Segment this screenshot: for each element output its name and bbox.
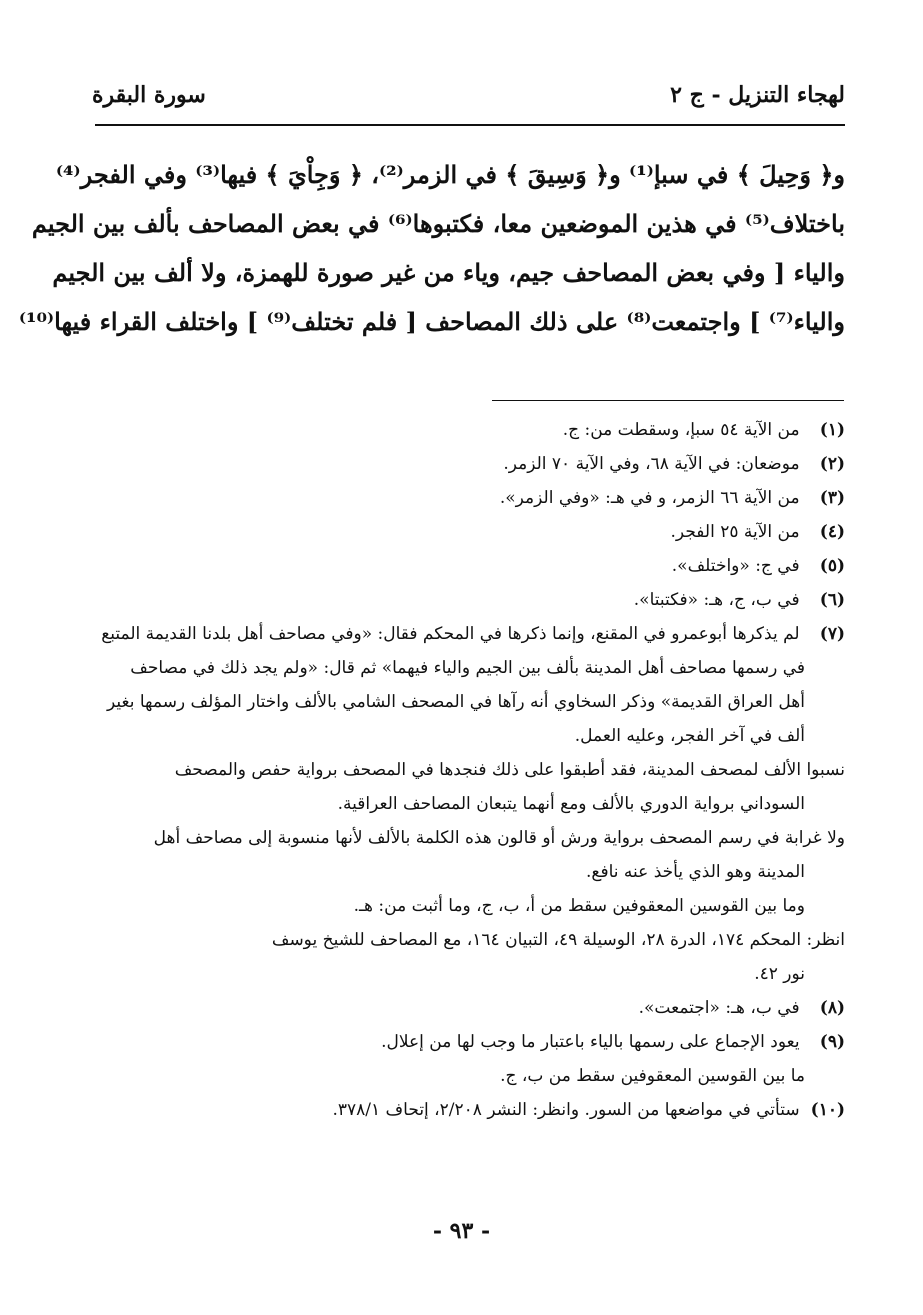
running-title-surah: سورة البقرة [92,82,206,108]
footnote-text: في ب، ج، هـ: «فكتبتا». [633,590,800,610]
footnote-paragraph: نور ٤٢. [754,964,805,984]
main-text-line: باختلاف⁽⁵⁾ في هذين الموضعين معا، فكتبوها⁽⁶⁾ في بعض المصاحف بألف بين الجيم [31,209,845,238]
footnote-number: (١) [819,420,845,440]
footnote-paragraph: ولا غرابة في رسم المصحف برواية ورش أو قالون هذه الكلمة بالألف لأنها منسوبة إلى مصاحف أهل [153,828,845,848]
footnote [80,1093,845,1127]
footnote [80,991,845,1025]
footnote [80,583,845,617]
main-text [18,150,845,346]
footnote-continuation: أهل العراق القديمة» وذكر السخاوي أنه رآها في المصحف الشامي بالألف واختار المؤلف رسمها بغير [107,692,805,712]
footnote-paragraph: انظر: المحكم ١٧٤، الدرة ٢٨، الوسيلة ٤٩، التبيان ١٦٤، مع المصاحف للشيخ يوسف [271,930,845,950]
footnote-text: يعود الإجماع على رسمها بالياء باعتبار ما وجب لها من إعلال. [381,1032,800,1052]
footnote-text: من الآية ٢٥ الفجر. [670,522,800,542]
footnote-text: في ج: «واختلف». [671,556,800,576]
footnote [80,481,845,515]
footnote-number: (٣) [819,488,845,508]
footnote [80,617,845,651]
footnote-paragraph: السوداني برواية الدوري بالألف ومع أنهما يتبعان المصاحف العراقية. [337,794,805,814]
footnote-text: من الآية ٥٤ سبإ، وسقطت من: ج. [562,420,800,440]
footnote-number: (٢) [819,454,845,474]
footnote-paragraph: نسبوا الألف لمصحف المدينة، فقد أطبقوا على ذلك فنجدها في المصحف برواية حفص والمصحف [174,760,845,780]
footnote [80,549,845,583]
footnote-number: (٩) [819,1032,845,1052]
footnote-number: (٥) [819,556,845,576]
footnote-number: (٦) [819,590,845,610]
footnote-continuation: ألف في آخر الفجر، وعليه العمل. [574,726,805,746]
running-title-book: لهجاء التنزيل - ج ٢ [670,82,845,108]
main-text-line: و﴿ وَحِيلَ ﴾ في سبإ⁽¹⁾ و﴿ وَسِيقَ ﴾ في الزمر⁽²⁾، ﴿ وَجِاْيَ ﴾ فيها⁽³⁾ وفي الفجر⁽⁴⁾ [55,160,845,189]
footnote-number: (٤) [819,522,845,542]
footnote-text: في ب، هـ: «اجتمعت». [638,998,800,1018]
footnote [80,413,845,447]
main-text-line: والياء [ وفي بعض المصاحف جيم، وياء من غير صورة للهمزة، ولا ألف بين الجيم [52,258,845,287]
footnote [80,1025,845,1059]
footnote-number: (٨) [819,998,845,1018]
footnote [80,515,845,549]
footnote-text: لم يذكرها أبوعمرو في المقنع، وإنما ذكرها في المحكم فقال: «وفي مصاحف أهل بلدنا القديمة المتبع [101,624,800,644]
footnote-paragraph: المدينة وهو الذي يأخذ عنه نافع. [586,862,805,882]
header-divider [95,124,845,126]
footnotes [80,413,845,1127]
footnote-text: من الآية ٦٦ الزمر، و في هـ: «وفي الزمر». [499,488,800,508]
footnote-number: (١٠) [810,1100,845,1120]
footnote-text: موضعان: في الآية ٦٨، وفي الآية ٧٠ الزمر. [503,454,800,474]
footnote-divider [492,400,844,401]
footnote-number: (٧) [819,624,845,644]
page-number: - ٩٣ - [432,1218,491,1244]
main-text-line: والياء⁽⁷⁾ ] واجتمعت⁽⁸⁾ على ذلك المصاحف [ فلم تختلف⁽⁹⁾ ] واختلف القراء فيها⁽¹⁰⁾ [18,307,845,336]
footnote [80,1059,845,1093]
footnote-text: ما بين القوسين المعقوفين سقط من ب، ج. [500,1066,805,1086]
footnote-paragraph: وما بين القوسين المعقوفين سقط من أ، ب، ج، وما أثبت من: هـ. [353,896,805,916]
page-header [92,78,845,118]
footnote-text: ستأتي في مواضعها من السور. وانظر: النشر ٢/٢٠٨، إتحاف ٣٧٨/١. [332,1100,800,1120]
footnote-continuation: في رسمها مصاحف أهل المدينة بألف بين الجيم والياء فيهما» ثم قال: «ولم يجد ذلك في مصاحف [130,658,805,678]
footnote [80,447,845,481]
